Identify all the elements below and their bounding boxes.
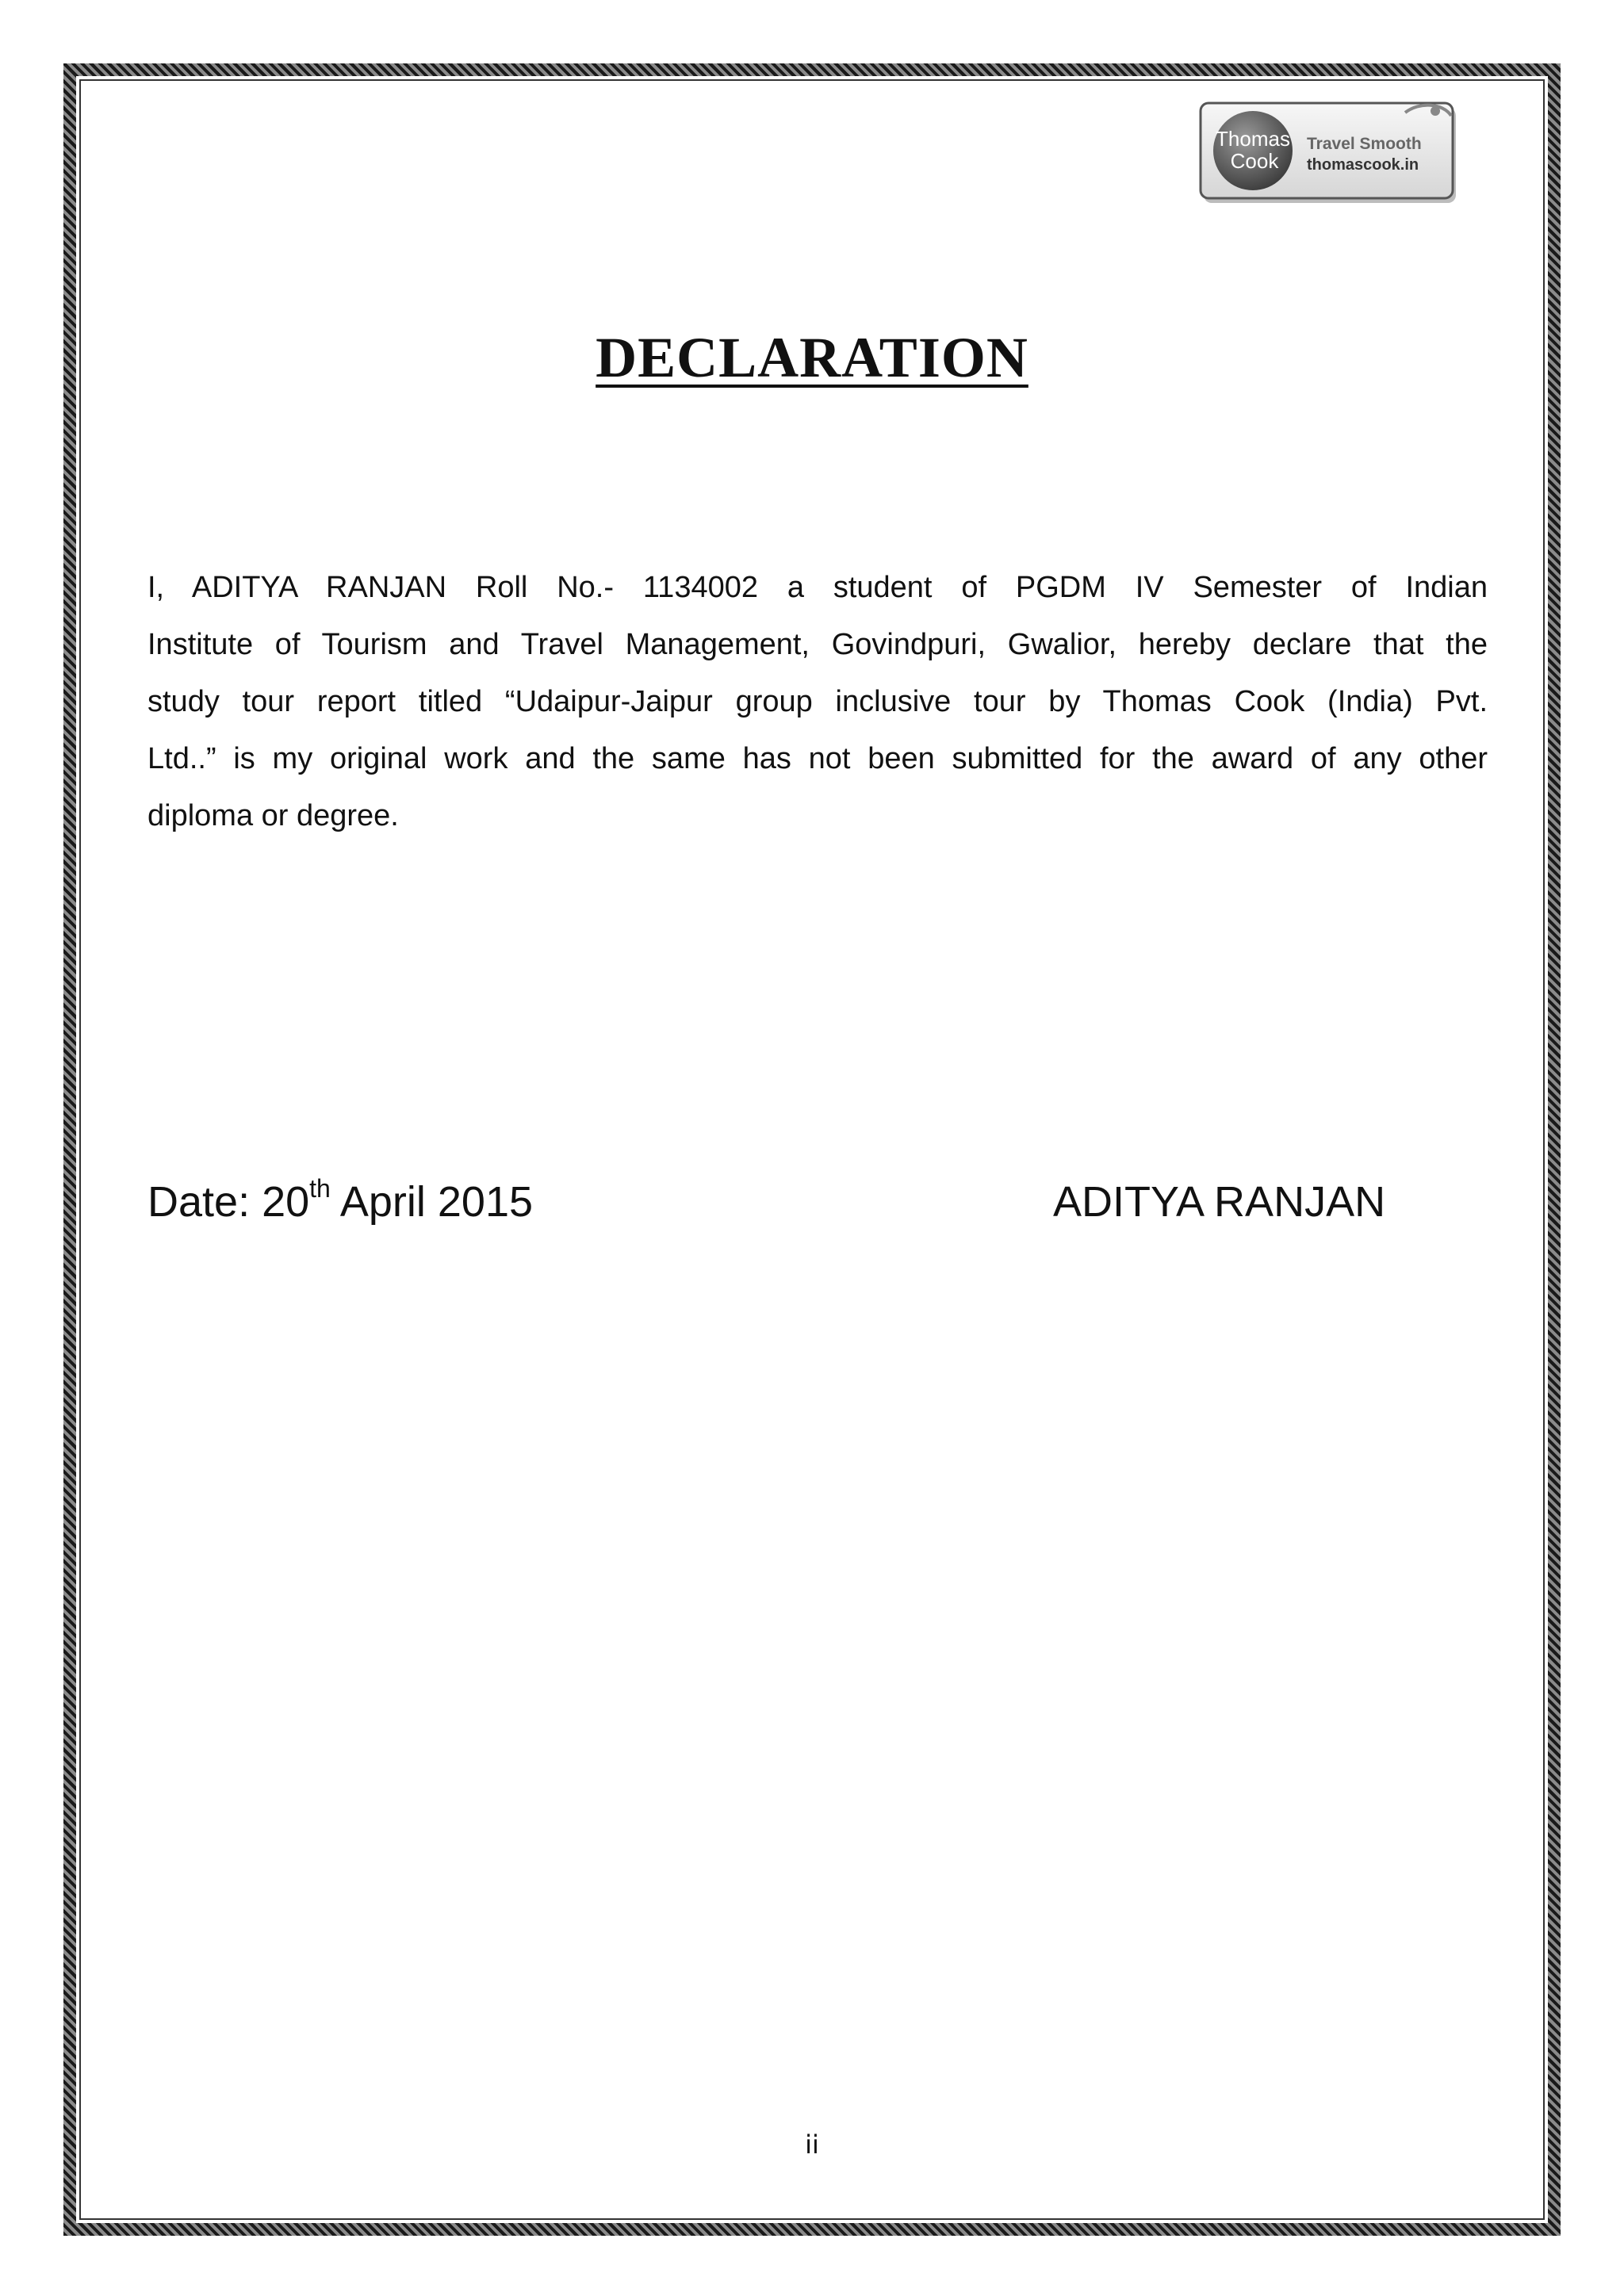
- declaration-line: I, ADITYA RANJAN Roll No.- 1134002 a student of PGDM IV Semester of Indian: [147, 571, 1488, 604]
- declaration-date: [147, 1174, 534, 1226]
- logo-brand-line1: Thomas: [1216, 127, 1290, 151]
- thomas-cook-logo: [1197, 94, 1473, 212]
- page-title-text: DECLARATION: [596, 326, 1028, 389]
- declaration-line: Institute of Tourism and Travel Management, Govindpuri, Gwalior, hereby declare that the: [147, 628, 1488, 661]
- date-rest: April 2015: [330, 1178, 534, 1226]
- declaration-line: Ltd..” is my original work and the same has not been submitted for the award of any other: [147, 742, 1488, 775]
- date-ordinal-suffix: th: [309, 1174, 331, 1203]
- declaration-line: diploma or degree.: [147, 799, 399, 832]
- logo-tagline: Travel Smooth: [1307, 135, 1422, 153]
- date-prefix: Date: 20: [147, 1178, 310, 1226]
- declaration-paragraph: [147, 559, 1488, 844]
- logo-website: thomascook.in: [1307, 156, 1419, 174]
- declaration-line: study tour report titled “Udaipur-Jaipur group inclusive tour by Thomas Cook (India) Pvt.: [147, 685, 1488, 718]
- page-border-inner: [79, 79, 1545, 2220]
- logo-brand-line2: Cook: [1230, 149, 1279, 173]
- signature-name: ADITYA RANJAN: [1053, 1178, 1386, 1226]
- page-number: ii: [805, 2130, 819, 2160]
- page-title: [0, 325, 1624, 391]
